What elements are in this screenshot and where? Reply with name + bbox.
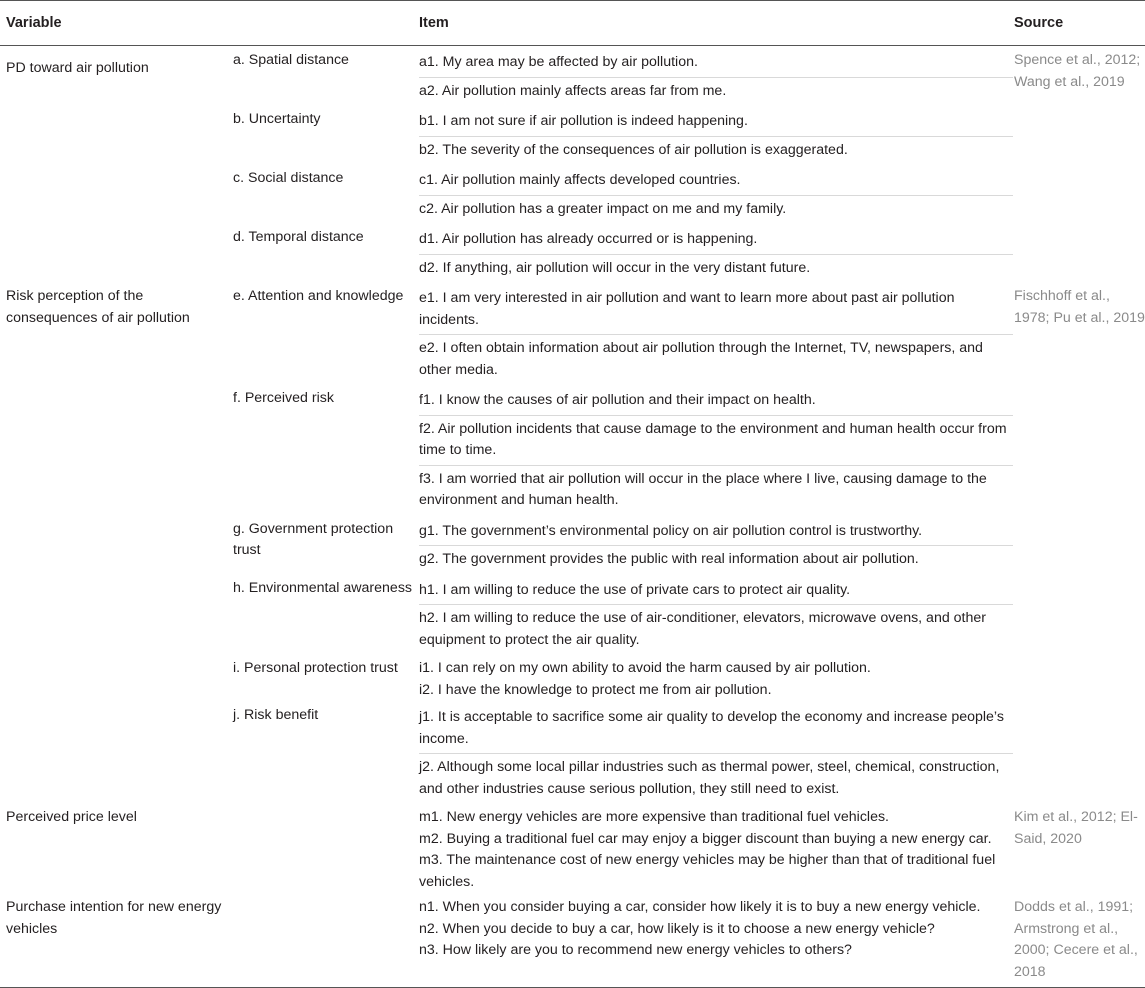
- item-text: h1. I am willing to reduce the use of private cars to protect air quality.: [419, 581, 851, 598]
- item-text: a2. Air pollution mainly affects areas far from me.: [419, 77, 1013, 106]
- header-item: Item: [419, 1, 1013, 46]
- item-cell: [419, 574, 1013, 655]
- item-text: m1. New energy vehicles are more expensive than traditional fuel vehicles.: [419, 809, 890, 825]
- item-text: d2. If anything, air pollution will occur in the very distant future.: [419, 254, 1013, 283]
- item-text: m2. Buying a traditional fuel car may enjoy a bigger discount than buying a new energy car.: [419, 830, 992, 847]
- header-variable: Variable: [0, 1, 227, 46]
- header-row: [0, 1, 1145, 46]
- item-text: c1. Air pollution mainly affects developed countries.: [419, 172, 741, 188]
- item-cell: [419, 164, 1013, 223]
- item-cell: [419, 282, 1013, 384]
- item-cell: [419, 701, 1013, 803]
- item-text: b2. The severity of the consequences of air pollution is exaggerated.: [419, 136, 1013, 165]
- item-cell: [419, 105, 1013, 164]
- subvariable-cell: a. Spatial distance: [233, 52, 349, 68]
- subvariable-cell: e. Attention and knowledge: [233, 288, 404, 304]
- table-row: [0, 46, 1145, 106]
- header-subvariable: [227, 1, 419, 46]
- subvariable-cell: g. Government protection trust: [233, 520, 394, 558]
- item-text: j1. It is acceptable to sacrifice some air quality to develop the economy and increase people’s income.: [419, 709, 1004, 747]
- item-text: f3. I am worried that air pollution will occur in the place where I live, causing damage to the environment and human health.: [419, 465, 1013, 515]
- subvariable-cell: [227, 893, 419, 988]
- source-cell: Dodds et al., 1991; Armstrong et al., 2000; Cecere et al., 2018: [1013, 893, 1145, 988]
- item-text: b1. I am not sure if air pollution is indeed happening.: [419, 113, 748, 129]
- item-text: n2. When you decide to buy a car, how likely is it to choose a new energy vehicle?: [419, 920, 935, 937]
- item-text: j2. Although some local pillar industries such as thermal power, steel, chemical, construction, and other industries cause serious pollution, they still need to exist.: [419, 753, 1013, 803]
- item-cell: [419, 893, 1013, 988]
- header-source: Source: [1013, 1, 1145, 46]
- item-text: e1. I am very interested in air pollution and want to learn more about past air pollution incidents.: [419, 290, 955, 328]
- subvariable-cell: b. Uncertainty: [233, 111, 321, 127]
- source-cell: Spence et al., 2012; Wang et al., 2019: [1014, 52, 1141, 90]
- item-text: i2. I have the knowledge to protect me from air pollution.: [419, 681, 772, 698]
- subvariable-cell: [227, 803, 419, 893]
- item-cell: [419, 384, 1013, 515]
- item-text: c2. Air pollution has a greater impact on me and my family.: [419, 195, 1013, 224]
- item-text: d1. Air pollution has already occurred or is happening.: [419, 231, 758, 247]
- subvariable-cell: j. Risk benefit: [233, 707, 319, 723]
- item-text: g1. The government’s environmental policy on air pollution control is trustworthy.: [419, 522, 923, 539]
- table-row: [0, 803, 1145, 893]
- variable-cell: Perceived price level: [6, 809, 137, 825]
- item-cell: [419, 803, 1013, 893]
- variable-cell: Risk perception of the consequences of air pollution: [6, 288, 190, 326]
- item-cell: [419, 654, 1013, 701]
- item-text: m3. The maintenance cost of new energy vehicles may be higher than that of traditional fuel vehicles.: [419, 852, 996, 890]
- item-text: a1. My area may be affected by air pollution.: [419, 54, 698, 70]
- item-cell: [419, 515, 1013, 574]
- source-cell: Fischhoff et al., 1978; Pu et al., 2019: [1014, 288, 1145, 326]
- subvariable-cell: c. Social distance: [233, 170, 344, 186]
- subvariable-cell: d. Temporal distance: [233, 229, 364, 245]
- table-body: [0, 46, 1145, 988]
- item-text: f1. I know the causes of air pollution and their impact on health.: [419, 392, 816, 408]
- item-text: e2. I often obtain information about air pollution through the Internet, TV, newspapers, and other media.: [419, 334, 1013, 384]
- item-cell: [419, 46, 1013, 106]
- item-text: n3. How likely are you to recommend new energy vehicles to others?: [419, 942, 852, 958]
- subvariable-cell: h. Environmental awareness: [233, 579, 413, 596]
- subvariable-cell: f. Perceived risk: [233, 390, 334, 406]
- subvariable-cell: i. Personal protection trust: [233, 660, 398, 676]
- item-text: f2. Air pollution incidents that cause damage to the environment and human health occur from time to time.: [419, 415, 1013, 465]
- table-row: [0, 282, 1145, 384]
- item-text: i1. I can rely on my own ability to avoid the harm caused by air pollution.: [419, 660, 871, 676]
- item-text: n1. When you consider buying a car, consider how likely it is to buy a new energy vehicle.: [419, 899, 981, 915]
- table-row: [0, 893, 1145, 988]
- variable-cell: Purchase intention for new energy vehicles: [0, 893, 227, 988]
- item-text: g2. The government provides the public with real information about air pollution.: [419, 545, 1013, 574]
- source-cell: Kim et al., 2012; El-Said, 2020: [1014, 809, 1138, 847]
- variable-cell: PD toward air pollution: [6, 60, 149, 76]
- item-text: h2. I am willing to reduce the use of air-conditioner, elevators, microwave ovens, and other equipment to protect the air quality.: [419, 604, 1013, 654]
- item-cell: [419, 223, 1013, 282]
